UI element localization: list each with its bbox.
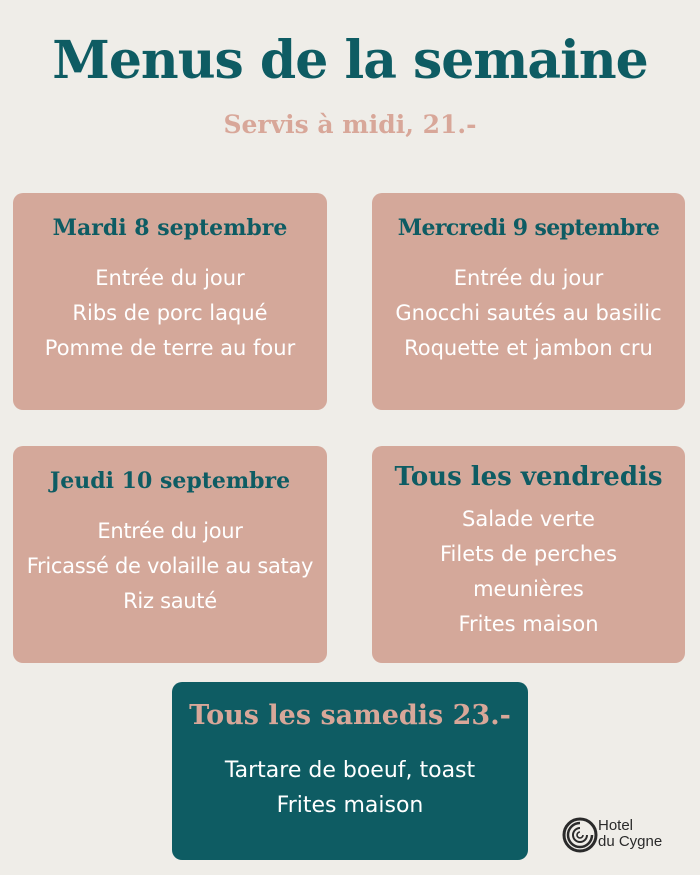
logo-line2: du Cygne [598,833,663,850]
menu-day-heading: Tous les samedis 23.- [189,700,511,731]
menu-day-heading: Tous les vendredis [394,462,663,492]
menu-items [372,502,685,642]
menu-day-heading: Jeudi 10 septembre [49,468,291,494]
menu-item: Frites maison [276,793,424,818]
page-title: Menus de la semaine [52,30,648,91]
menu-item: Fricassé de volaille au satay [26,554,314,578]
menu-item: Riz sauté [123,589,217,613]
menu-card-jeudi [13,446,327,663]
menu-item: Entrée du jour [95,266,245,290]
menu-item: meunières [473,577,584,601]
menu-item: Gnocchi sautés au basilic [395,301,662,325]
menu-card-vendredi [372,446,685,663]
hotel-logo [560,815,690,857]
menu-card-mercredi [372,193,685,410]
swirl-logo-icon [560,815,600,855]
menu-item: Pomme de terre au four [44,336,296,360]
menu-items [13,514,327,619]
menu-item: Entrée du jour [97,519,243,543]
logo-line1: Hotel [598,817,634,834]
menu-card-samedi [172,682,528,860]
menu-items [13,261,327,366]
menu-day-heading: Mardi 8 septembre [52,215,288,241]
menu-item: Filets de perches [439,542,618,566]
menu-item: Tartare de boeuf, toast [224,758,476,783]
menu-item: Salade verte [462,507,595,531]
menu-item: Ribs de porc laqué [72,301,268,325]
menu-items [172,753,528,823]
menu-item: Frites maison [458,612,599,636]
menu-items [372,261,685,366]
menu-item: Entrée du jour [453,266,604,290]
menu-item: Roquette et jambon cru [404,336,653,360]
menu-day-heading: Mercredi 9 septembre [397,215,660,241]
menu-card-mardi [13,193,327,410]
page-subtitle: Servis à midi, 21.- [223,110,477,139]
